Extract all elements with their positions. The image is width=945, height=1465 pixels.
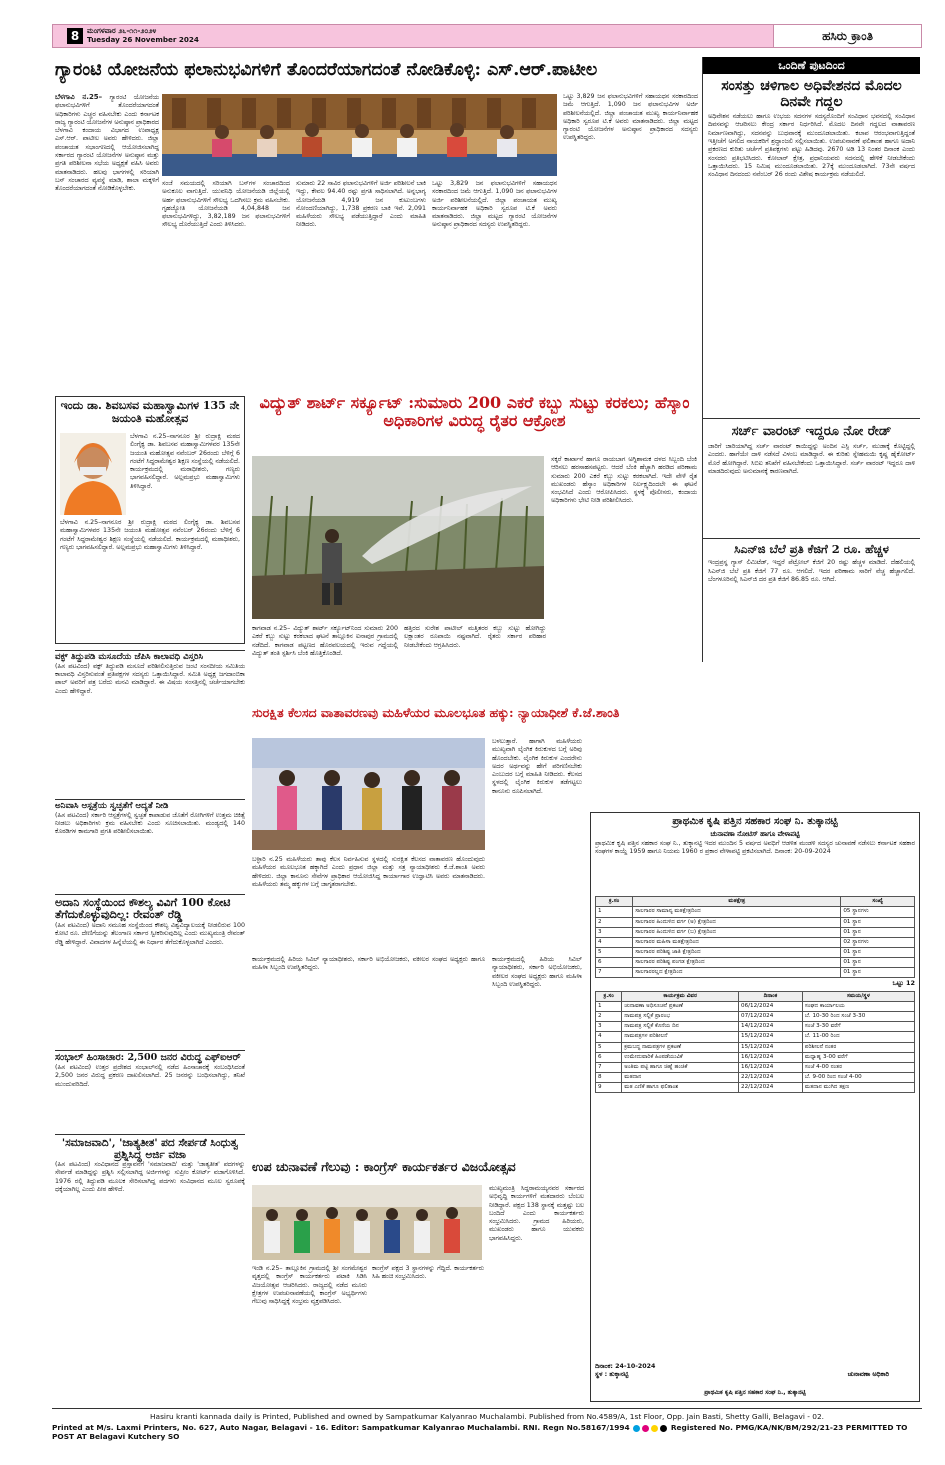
imprint-line3: Registered No. PMG/KA/NK/BM/292/21-23 PERMITTED TO POST AT Belagavi Kutchery SO xyxy=(52,1423,908,1442)
schedule-row xyxy=(596,1022,915,1032)
anniversary-box xyxy=(55,396,245,644)
left-story-3-body: (ಹಿಸ ಪಟವಿಂದ) ಅದಾನಿ ಸಮೂಹ ಸಂಸ್ಥೆಯಿಂದ ಕೌಶಲ್ಯ ವಿಶ್ವವಿದ್ಯಾಲಯಕ್ಕೆ ನೀಡಲಿರುವ 100 ಕೋಟಿ ರೂ. ದೇಣಿಗೆಯನ್ನು ತೆಲಂಗಾಣ ಸರ್ಕಾರ ಸ್ವೀಕರಿಸುವುದಿಲ್ಲ ಎಂದು ಮುಖ್ಯಮಂತ್ರಿ ರೇವಂತ್ ರೆಡ್ಡಿ ಹೇಳಿದ್ದಾರೆ. ವಿವಾದಗಳ ಹಿನ್ನೆಲೆಯಲ್ಲಿ ಈ ನಿರ್ಧಾರ ತೆಗೆದುಕೊಳ್ಳಲಾಗಿದೆ ಎಂದರು. xyxy=(55,922,245,946)
left-story-2-headline: ಅನಿವಾಸಿ ಆಸ್ಪತ್ರೆಯ ಸ್ವಚ್ಛತೆಗೆ ಆದ್ಯತೆ ನೀಡಿ xyxy=(55,800,169,811)
lead-body-text-3: ಸುಮಾರು 22 ಸಾವಿರ ಫಲಾನುಭವಿಗಳಿಗೆ ಅರ್ಜಿ ಪರಿಶೀಲನೆ ಬಾಕಿ ಇದ್ದು, ಕೇವಲ 94.40 ರಷ್ಟು ಪ್ರಗತಿ ಸಾಧಿಸಲಾಗಿದೆ. ಅನ್ನಭಾಗ್ಯ ಯೋಜನೆಯಡಿ 4,919 ಜನ ಕುಟುಂಬಗಳು ನೋಂದಣಿಯಾಗಿದ್ದು, 1,738 ಪ್ರಕರಣ ಬಾಕಿ ಇವೆ. 2,091 ಮಹಿಳೆಯರು ಸೌಲಭ್ಯ ಪಡೆಯುತ್ತಿದ್ದಾರೆ ಎಂದು ಮಾಹಿತಿ ನೀಡಿದರು. xyxy=(296,180,426,229)
schedule-row-cell: 06/12/2024 xyxy=(739,1001,803,1011)
seats-row xyxy=(596,958,915,968)
schedule-row-cell: 5 xyxy=(596,1042,622,1052)
seats-row-cell: ಸಾಲಗಾರರ ಹಿಂದುಳಿದ ವರ್ಗ (ಅ) ಕ್ಷೇತ್ರದಿಂದ xyxy=(633,917,841,927)
schedule-row xyxy=(596,1042,915,1052)
schedule-row-cell: ಮತದಾನ xyxy=(622,1073,739,1083)
schedule-row-cell: 8 xyxy=(596,1073,622,1083)
seats-row-cell: 2 xyxy=(596,917,633,927)
schedule-row-cell: ಮತ ಎಣಿಕೆ ಹಾಗೂ ಫಲಿತಾಂಶ xyxy=(622,1083,739,1093)
schedule-col-time: ಸಮಯ/ಸ್ಥಳ xyxy=(802,991,914,1001)
seats-row-cell: 01 ಸ್ಥಾನ xyxy=(841,917,915,927)
lead-body-col4 xyxy=(432,180,557,388)
seats-row-cell: 01 ಸ್ಥಾನ xyxy=(841,968,915,978)
seats-row xyxy=(596,937,915,947)
seats-row-cell: 02 ಸ್ಥಾನಗಳು xyxy=(841,937,915,947)
anniversary-headline: ಇಂದು ಡಾ. ಶಿವಬಸವ ಮಹಾಸ್ವಾಮಿಗಳ 135 ನೇ ಜಯಂತಿ ಮಹೋತ್ಸವ xyxy=(60,399,240,425)
safe-headline: ಸುರಕ್ಷಿತ ಕೆಲಸದ ವಾತಾವರಣವು ಮಹಿಳೆಯರ ಮೂಲಭೂತ ಹಕ್ಕು: ನ್ಯಾಯಾಧೀಶೆ ಕೆ.ಜೆ.ಶಾಂತಿ xyxy=(252,706,620,720)
schedule-row-cell: 22/12/2024 xyxy=(739,1073,803,1083)
notice-title: ಪ್ರಾಥಮಿಕ ಕೃಷಿ ಪತ್ತಿನ ಸಹಕಾರ ಸಂಘ ನಿ. ತುಕ್ಕಾನಟ್ಟಿ xyxy=(672,816,838,827)
masthead xyxy=(52,24,922,48)
seats-row xyxy=(596,927,915,937)
schedule-row-cell: ನಾಮಪತ್ರ ಸಲ್ಲಿಕೆ ಕೊನೆಯ ದಿನ xyxy=(622,1022,739,1032)
seats-row xyxy=(596,947,915,957)
notice-intro: ಪ್ರಾಥಮಿಕ ಕೃಷಿ ಪತ್ತಿನ ಸಹಕಾರ ಸಂಘ ನಿ., ತುಕ್ಕಾನಟ್ಟಿ ಇದರ ಮುಂದಿನ 5 ವರ್ಷದ ಅವಧಿಗೆ ಆಡಳಿತ ಮಂಡಳಿ ಸದಸ್ಯರ ಚುನಾವಣೆ ನಡೆಸಲು ಕರ್ನಾಟಕ ಸಹಕಾರ ಸಂಘಗಳ ಕಾಯ್ದೆ 1959 ಹಾಗೂ ನಿಯಮ 1960 ರ ಪ್ರಕಾರ ವೇಳಾಪಟ್ಟಿ ಪ್ರಕಟಿಸಲಾಗಿದೆ. ದಿನಾಂಕ: 20-09-2024 xyxy=(595,840,915,856)
schedule-row-cell: 14/12/2024 xyxy=(739,1022,803,1032)
seats-row-cell: ಸಾಲಗಾರರ ಸಾಮಾನ್ಯ ಮತಕ್ಷೇತ್ರದಿಂದ xyxy=(633,907,841,917)
safe-body-extra: ಕಾರ್ಯಕ್ರಮದಲ್ಲಿ ಹಿರಿಯ ಸಿವಿಲ್ ನ್ಯಾಯಾಧೀಶರು, ಸರ್ಕಾರಿ ಅಭಿಯೋಜಕರು, ವಕೀಲರ ಸಂಘದ ಅಧ್ಯಕ್ಷರು ಹಾಗೂ ಮಹಿಳಾ ಸಿಬ್ಬಂದಿ ಉಪಸ್ಥಿತರಿದ್ದರು. xyxy=(492,956,582,988)
sidebar-story2-headline: ಸರ್ಚ್ ವಾರಂಟ್ ಇದ್ದರೂ ನೋ ರೇಡ್ xyxy=(703,418,920,443)
schedule-row-cell: 6 xyxy=(596,1052,622,1062)
sidebar-story3-headline: ಸಿಎನ್‌ಜಿ ಬೆಲೆ ಪ್ರತಿ ಕೆಜಿಗೆ 2 ರೂ. ಹೆಚ್ಚಳ xyxy=(703,538,920,559)
schedule-row xyxy=(596,1012,915,1022)
seats-row xyxy=(596,917,915,927)
left-story-5 xyxy=(55,1134,245,1291)
schedule-row-cell: ಮಧ್ಯಾಹ್ನ 3-00 ವರೆಗೆ xyxy=(802,1052,914,1062)
safe-headline-block xyxy=(252,706,697,728)
lead-body-text-1: ಗ್ಯಾರಂಟಿ ಯೋಜನೆಯ ಫಲಾನುಭವಿಗಳಿಗೆ ತೊಂದರೆಯಾಗದಂತೆ ಅಧಿಕಾರಿಗಳು ಎಚ್ಚರ ವಹಿಸಬೇಕು ಎಂದು ಕರ್ನಾಟಕ ರಾಜ್ಯ ಗ್ಯಾರಂಟಿ ಯೋಜನೆಗಳ ಅನುಷ್ಠಾನ ಪ್ರಾಧಿಕಾರದ ಬೆಳಗಾವಿ ಕಂದಾಯ ವಿಭಾಗದ ಉಪಾಧ್ಯಕ್ಷ ಎಸ್.ಆರ್. ಪಾಟೀಲ ಅವರು ಹೇಳಿದರು. ಜಿಲ್ಲಾ ಪಂಚಾಯತ ಸಭಾಂಗಣದಲ್ಲಿ ಆಯೋಜಿಸಲಾಗಿದ್ದ ಸರ್ಕಾರದ ಗ್ಯಾರಂಟಿ ಯೋಜನೆಗಳ ಅನುಷ್ಠಾನ ಮತ್ತು ಪ್ರಗತಿ ಪರಿಶೀಲನಾ ಸಭೆಯ ಅಧ್ಯಕ್ಷತೆ ವಹಿಸಿ ಅವರು ಮಾತನಾಡಿದರು. ಹಲವು ಭಾಗಗಳಲ್ಲಿ ಸರಿಯಾಗಿ ಬಸ್ ಸಂಚಾರದ ವ್ಯವಸ್ಥೆ ಮಾಡಿ, ಶಾಲಾ ಮಕ್ಕಳಿಗೆ ತೊಂದರೆಯಾಗದಂತೆ ನೋಡಿಕೊಳ್ಳಬೇಕು. xyxy=(55,94,159,193)
schedule-row-cell: 15/12/2024 xyxy=(739,1032,803,1042)
seats-row-cell: 01 ಸ್ಥಾನ xyxy=(841,947,915,957)
left-story-5-headline: 'ಸಮಾಜವಾದಿ', 'ಜಾತ್ಯತೀತ' ಪದ ಸೇರ್ಪಡೆ ಸಿಂಧುತ್ವ ಪ್ರಶ್ನಿಸಿದ್ದ ಅರ್ಜಿ ವಜಾ xyxy=(61,1136,239,1162)
schedule-row xyxy=(596,1062,915,1072)
schedule-row xyxy=(596,1032,915,1042)
seats-row-cell: 1 xyxy=(596,907,633,917)
seats-col-number: ಕ್ರ.ಸಂ xyxy=(596,897,633,907)
sidebar-story3-body: ಇಂದ್ರಪ್ರಸ್ಥ ಗ್ಯಾಸ್ ಲಿಮಿಟೆಡ್, ಇದ್ದರೆ ಪೆಟ್ರೋಲ್ ಕೆಜಿಗೆ 20 ರಷ್ಟು ಹೆಚ್ಚಳ ಮಾಡಿದೆ. ದೆಹಲಿಯಲ್ಲಿ ಸಿಎನ್‌ಜಿ ಬೆಲೆ ಪ್ರತಿ ಕೆಜಿಗೆ 77 ರೂ. ಆಗಲಿದೆ. ಇದರ ಪರಿಣಾಮ ಸಾರಿಗೆ ವೆಚ್ಚ ಹೆಚ್ಚಾಗಲಿದೆ. ಬೆಂಗಳೂರಿನಲ್ಲಿ ಸಿಎನ್‌ಜಿ ದರ ಪ್ರತಿ ಕೆಜಿಗೆ 86.85 ರೂ. ಆಗಿದೆ. xyxy=(708,559,915,583)
safe-photo xyxy=(252,738,485,850)
schedule-col-event: ಕಾರ್ಯಕ್ರಮ ವಿವರ xyxy=(622,991,739,1001)
seats-col-count: ಸಂಖ್ಯೆ xyxy=(841,897,915,907)
schedule-row-cell: ಬೆ. 9-00 ರಿಂದ ಸಂಜೆ 4-00 xyxy=(802,1073,914,1083)
seats-row-cell: ಸಾಲಗಾರರ ಮಹಿಳಾ ಮತಕ್ಷೇತ್ರದಿಂದ xyxy=(633,937,841,947)
seats-row-cell: 01 ಸ್ಥಾನ xyxy=(841,927,915,937)
schedule-row xyxy=(596,1052,915,1062)
left-story-1 xyxy=(55,650,245,799)
election-notice xyxy=(590,812,920,1402)
lead-body-text-5: ಒಟ್ಟು 3,829 ಜನ ಫಲಾನುಭವಿಗಳಿಗೆ ಸಹಾಯಧನ ಸರಕಾರದಿಂದ ಜಮೆ ಆಗುತ್ತಿದೆ. 1,090 ಜನ ಫಲಾನುಭವಿಗಳ ಅರ್ಜಿ ಪರಿಶೀಲನೆಯಲ್ಲಿದೆ. ಜಿಲ್ಲಾ ಪಂಚಾಯತ ಮುಖ್ಯ ಕಾರ್ಯನಿರ್ವಾಹಕ ಅಧಿಕಾರಿ ಸ್ವರೂಪ ಟಿ.ಕೆ ಅವರು ಮಾತನಾಡಿದರು. ಜಿಲ್ಲಾ ಮಟ್ಟದ ಗ್ಯಾರಂಟಿ ಯೋಜನೆಗಳ ಅನುಷ್ಠಾನ ಪ್ರಾಧಿಕಾರದ ಸದಸ್ಯರು ಉಪಸ್ಥಿತರಿದ್ದರು. xyxy=(563,93,698,142)
schedule-row-cell: ಕ್ರಮಬದ್ಧ ನಾಮಪತ್ರಗಳ ಪ್ರಕಟಣೆ xyxy=(622,1042,739,1052)
schedule-row-cell: 16/12/2024 xyxy=(739,1052,803,1062)
congress-headline: ಉಪ ಚುನಾವಣೆ ಗೆಲುವು : ಕಾಂಗ್ರೆಸ್ ಕಾರ್ಯಕರ್ತರ ವಿಜಯೋತ್ಸವ xyxy=(252,1160,516,1174)
left-stories xyxy=(55,650,245,1400)
page-number: 8 xyxy=(67,28,83,44)
seats-row-cell: 5 xyxy=(596,947,633,957)
left-story-4-body: (ಹಿಸ ಪಟವಿಂದ) ಉತ್ತರ ಪ್ರದೇಶದ ಸಂಭಾಲ್‌ನಲ್ಲಿ ನಡೆದ ಹಿಂಸಾಚಾರಕ್ಕೆ ಸಂಬಂಧಿಸಿದಂತೆ 2,500 ಜನರ ವಿರುದ್ಧ ಪ್ರಕರಣ ದಾಖಲಿಸಲಾಗಿದೆ. 25 ಜನರನ್ನು ಬಂಧಿಸಲಾಗಿದ್ದು, ತನಿಖೆ ಮುಂದುವರಿದಿದೆ. xyxy=(55,1063,245,1088)
lead-body-col1 xyxy=(55,93,159,388)
schedule-row-cell: 7 xyxy=(596,1062,622,1072)
schedule-row-cell: ಸಂಘದ ಕಾರ್ಯಾಲಯ xyxy=(802,1001,914,1011)
imprint-line1: Hasiru kranti kannada daily is Printed, Published and owned by Sampatkumar Kalyanrao Muchalambi. Published from No.4589/A, 1st Floor, Opp. Jain Basti, Shetty Galli, Belagavi - 02. xyxy=(52,1408,922,1421)
sidebar xyxy=(702,57,920,662)
schedule-row-cell: 15/12/2024 xyxy=(739,1042,803,1052)
fire-body-mid: ಹತ್ತಿರದ ಸುರೇಶ ಪಾಟೀಲ್ ಮತ್ತಿತರರ ಕಬ್ಬು ಸುಟ್ಟು ಹೋಗಿದ್ದು ಲಕ್ಷಾಂತರ ರೂಪಾಯಿ ನಷ್ಟವಾಗಿದೆ. ರೈತರು ಸರ್ಕಾರ ಪರಿಹಾರ ನೀಡಬೇಕೆಂದು ಆಗ್ರಹಿಸಿದರು. xyxy=(404,625,546,649)
brand-name: ಹಸಿರು ಕ್ರಾಂತಿ xyxy=(773,25,921,47)
sidebar-story1-body: ಅಧಿವೇಶನ ನಡೆಯಲು ಹಾಗೂ ಉಭಯ ಸದನಗಳ ಸದಸ್ಯರೊಂದಿಗೆ ಸಂವಿಧಾನ ಭವನದಲ್ಲಿ ಸಂವಿಧಾನ ದಿವಸವನ್ನು ಆಚರಿಸಲು ಕೇಂದ್ರ ಸರ್ಕಾರ ನಿರ್ಧರಿಸಿದೆ. ಮೊದಲ ದಿನವೇ ಗದ್ದಲದ ವಾತಾವರಣ ನಿರ್ಮಾಣವಾಗಿದ್ದು, ಸದನವನ್ನು ಬುಧವಾರಕ್ಕೆ ಮುಂದೂಡಲಾಯಿತು. ಕಲಾಪ ಆರಂಭವಾಗುತ್ತಿದ್ದಂತೆ ಇತ್ತೀಚೆಗೆ ಅಗಲಿದ ನಾಯಕರಿಗೆ ಶ್ರದ್ಧಾಂಜಲಿ ಸಲ್ಲಿಸಲಾಯಿತು. ಉಪಚುನಾವಣೆ ಫಲಿತಾಂಶ ಹಾಗೂ ಅದಾನಿ ಪ್ರಕರಣದ ಕುರಿತು ಚರ್ಚೆಗೆ ಪ್ರತಿಪಕ್ಷಗಳು ಪಟ್ಟು ಹಿಡಿದವು. 2670 ಅಡಿ 13 ನಿಂತರ ದಿನಾಂಕ ಎಂದು ಸಂಸದರು ಪ್ರತಿಭಟಿಸಿದರು. ಕೋಲಾರ್ ಕ್ಷೇತ್ರ, ಪ್ರಧಾನಿಯವರು ಸದನದಲ್ಲಿ ಹೇಳಿಕೆ ನೀಡಬೇಕೆಂದು ಒತ್ತಾಯಿಸಿದರು. 15 ನಿಮಿಷ ಮುಂದೂಡಲಾಯಿತು. 27ಕ್ಕೆ ಮುಂದೂಡಲಾಗಿದೆ. 73ನೇ ವರ್ಷದ ಸಂವಿಧಾನ ದಿನದಂದು ನವೆಂಬರ್ 26 ರಂದು ವಿಶೇಷ ಕಾರ್ಯಕ್ರಮ ನಡೆಯಲಿದೆ. xyxy=(708,113,915,179)
schedule-row-cell: 4 xyxy=(596,1032,622,1042)
seats-row-cell: 05 ಸ್ಥಾನಗಳು xyxy=(841,907,915,917)
lead-body-text-4: ಒಟ್ಟು 3,829 ಜನ ಫಲಾನುಭವಿಗಳಿಗೆ ಸಹಾಯಧನ ಸರಕಾರದಿಂದ ಜಮೆ ಆಗುತ್ತಿದೆ. 1,090 ಜನ ಫಲಾನುಭವಿಗಳ ಅರ್ಜಿ ಪರಿಶೀಲನೆಯಲ್ಲಿದೆ. ಜಿಲ್ಲಾ ಪಂಚಾಯತ ಮುಖ್ಯ ಕಾರ್ಯನಿರ್ವಾಹಕ ಅಧಿಕಾರಿ ಸ್ವರೂಪ ಟಿ.ಕೆ ಅವರು ಮಾತನಾಡಿದರು. ಜಿಲ್ಲಾ ಮಟ್ಟದ ಗ್ಯಾರಂಟಿ ಯೋಜನೆಗಳ ಅನುಷ್ಠಾನ ಪ್ರಾಧಿಕಾರದ ಸದಸ್ಯರು ಉಪಸ್ಥಿತರಿದ್ದರು. xyxy=(432,180,557,229)
schedule-row-cell: 16/12/2024 xyxy=(739,1062,803,1072)
notice-footer-left xyxy=(595,1363,655,1379)
notice-footer-org: ಪ್ರಾಥಮಿಕ ಕೃಷಿ ಪತ್ತಿನ ಸಹಕಾರ ಸಂಘ ನಿ., ತುಕ್ಕಾನಟ್ಟಿ xyxy=(704,1389,806,1397)
congress-headline-block xyxy=(252,1160,587,1180)
safe-body-right: ಬಳಲುತ್ತಾರೆ. ಹಾಗಾಗಿ ಮಹಿಳೆಯರು ಮುಖ್ಯವಾಗಿ ಲೈಂಗಿಕ ಕಿರುಕುಳದ ಬಗ್ಗೆ ಅರಿವು ಹೊಂದಬೇಕು. ಲೈಂಗಿಕ ಕಿರುಕುಳ ಎಂದರೇನು ಅದರ ಅರ್ಥವನ್ನು ಹೇಗೆ ಪರಿಗಣಿಸಬೇಕು ಎಂಬುದರ ಬಗ್ಗೆ ಮಾಹಿತಿ ನೀಡಿದರು. ಕೆಲಸದ ಸ್ಥಳದಲ್ಲಿ ಲೈಂಗಿಕ ಕಿರುಕುಳ ತಡೆಗಟ್ಟಲು ಕಾನೂನು ರೂಪಿಸಲಾಗಿದೆ. xyxy=(492,738,582,795)
left-story-3 xyxy=(55,894,245,1050)
schedule-col-date: ದಿನಾಂಕ xyxy=(739,991,803,1001)
notice-footer-date: ದಿನಾಂಕ: 24-10-2024 xyxy=(595,1362,656,1370)
congress-body-mid: ಕಾಂಗ್ರೆಸ್ ಪಕ್ಷದ 3 ಸ್ಥಾನಗಳನ್ನು ಗೆದ್ದಿದೆ. ಕಾರ್ಯಕರ್ತರು ಸಿಹಿ ಹಂಚಿ ಸಂಭ್ರಮಿಸಿದರು. xyxy=(372,1265,484,1281)
schedule-row-cell: ಉಮೇದುವಾರಿಕೆ ಹಿಂಪಡೆಯುವಿಕೆ xyxy=(622,1052,739,1062)
seats-row-cell: 7 xyxy=(596,968,633,978)
lead-body-col2 xyxy=(162,180,290,388)
seats-row-cell: ಸಾಲಗಾರರಲ್ಲದ ಕ್ಷೇತ್ರದಿಂದ xyxy=(633,968,841,978)
schedule-row-cell: ಅಂತಿಮ ಪಟ್ಟಿ ಹಾಗೂ ಚಿಹ್ನೆ ಹಂಚಿಕೆ xyxy=(622,1062,739,1072)
notice-footer-place: ಸ್ಥಳ : ತುಕ್ಕಾನಟ್ಟಿ xyxy=(595,1370,629,1378)
schedule-row xyxy=(596,1083,915,1093)
schedule-row xyxy=(596,1073,915,1083)
congress-photo xyxy=(252,1185,482,1260)
left-story-4-headline: ಸಂಭಾಲ್ ಹಿಂಸಾಚಾರ: 2,500 ಜನರ ವಿರುದ್ಧ ಎಫ್‌ಐಆರ್ xyxy=(55,1052,241,1064)
schedule-row-cell: 9 xyxy=(596,1083,622,1093)
left-story-2 xyxy=(55,799,245,894)
seats-row-cell: ಸಾಲಗಾರರ ಪರಿಶಿಷ್ಟ ಪಂಗಡ ಕ್ಷೇತ್ರದಿಂದ xyxy=(633,958,841,968)
imprint-line2: Printed at M/s. Laxmi Printers, No. 627, Auto Nagar, Belagavi - 16. Editor: Sampatkumar Kalyanrao Muchalambi. RNI. Regn No.58167/1994 xyxy=(52,1423,630,1432)
anniversary-body: ಬೆಳಗಾವಿ ನ.25–ನಾಗನೂರ ಶ್ರೀ ರುದ್ರಾಕ್ಷಿ ಮಠದ ಲಿಂಗೈಕ್ಯ ಡಾ. ಶಿವಬಸವ ಮಹಾಸ್ವಾಮಿಗಳವರ 135ನೇ ಜಯಂತಿ ಮಹೋತ್ಸವ ನವೆಂಬರ್ 26ರಂದು ಬೆಳಿಗ್ಗೆ 6 ಗಂಟೆಗೆ ಸಿದ್ಧರಾಮೇಶ್ವರ ಶಿಕ್ಷಣ ಸಂಸ್ಥೆಯಲ್ಲಿ ನಡೆಯಲಿದೆ. ಕಾರ್ಯಕ್ರಮದಲ್ಲಿ ಮಠಾಧೀಶರು, ಗಣ್ಯರು ಭಾಗವಹಿಸಲಿದ್ದಾರೆ. ಅಲ್ಲಮಪ್ರಭು ಮಹಾಸ್ವಾಮಿಗಳು ತಿಳಿಸಿದ್ದಾರೆ. xyxy=(60,519,240,551)
left-story-1-headline: ವಕ್ಫ್ ತಿದ್ದುಪಡಿ ಮಸೂದೆಯ ಜೆಪಿಸಿ ಕಾಲಾವಧಿ ವಿಸ್ತರಿಸಿ xyxy=(55,652,204,662)
fire-body-left: ಕಾಗವಾಡ ನ.25– ವಿದ್ಯುತ್ ಶಾರ್ಟ್ ಸರ್ಕ್ಯೂಟ್‌ನಿಂದ ಸುಮಾರು 200 ಎಕರೆ ಕಬ್ಬು ಸುಟ್ಟು ಕರಕಲಾದ ಘಟನೆ ತಾಲ್ಲೂಕಿನ ಐನಾಪುರ ಗ್ರಾಮದಲ್ಲಿ ನಡೆದಿದೆ. ಕಾಗವಾಡ ಪಟ್ಟಣದ ಹೊರವಲಯದಲ್ಲಿ ಇರುವ ಗದ್ದೆಯಲ್ಲಿ ವಿದ್ಯುತ್ ತಂತಿ ಸ್ಪರ್ಶಿಸಿ ಬೆಂಕಿ ಹೊತ್ತಿಕೊಂಡಿದೆ. xyxy=(252,625,398,657)
notice-schedule-table xyxy=(595,991,915,1094)
congress-body-right: ಮುಖ್ಯಮಂತ್ರಿ ಸಿದ್ದರಾಮಯ್ಯನವರ ಸರ್ಕಾರದ ಅಭಿವೃದ್ಧಿ ಕಾರ್ಯಗಳಿಗೆ ಮತದಾರರು ಬೆಂಬಲ ನೀಡಿದ್ದಾರೆ. ಪಕ್ಷದ 138 ಸ್ಥಾನಕ್ಕೆ ಮತ್ತಷ್ಟು ಬಲ ಬಂದಿದೆ ಎಂದು ಕಾರ್ಯಕರ್ತರು ಸಂಭ್ರಮಿಸಿದರು. ಗ್ರಾಮದ ಹಿರಿಯರು, ಮುಖಂಡರು ಹಾಗೂ ಯುವಕರು ಭಾಗವಹಿಸಿದ್ದರು. xyxy=(489,1185,584,1242)
schedule-row-cell: 2 xyxy=(596,1012,622,1022)
schedule-row-cell: ಸಂಜೆ 3-30 ವರೆಗೆ xyxy=(802,1022,914,1032)
schedule-row-cell: ನಾಮಪತ್ರಗಳ ಪರಿಶೀಲನೆ xyxy=(622,1032,739,1042)
safe-body-left: ಬಳ್ಳಾರಿ ನ.25 ಮಹಿಳೆಯರು ತಾವು ಕೆಲಸ ನಿರ್ವಹಿಸುವ ಸ್ಥಳದಲ್ಲಿ ಸುರಕ್ಷಿತ ಕೆಲಸದ ವಾತಾವರಣ ಹೊಂದುವುದು ಮಹಿಳೆಯರ ಮೂಲಭೂತ ಹಕ್ಕಾಗಿದೆ ಎಂದು ಪ್ರಧಾನ ಜಿಲ್ಲಾ ಮತ್ತು ಸತ್ರ ನ್ಯಾಯಾಧೀಶರು ಕೆ.ಜೆ.ಶಾಂತಿ ಅವರು ಹೇಳಿದರು. ಜಿಲ್ಲಾ ಕಾನೂನು ಸೇವೆಗಳ ಪ್ರಾಧಿಕಾರ ಆಯೋಜಿಸಿದ್ದ ಕಾರ್ಯಾಗಾರ ಉದ್ಘಾಟಿಸಿ ಅವರು ಮಾತನಾಡಿದರು. ಮಹಿಳೆಯರು ತಮ್ಮ ಹಕ್ಕುಗಳ ಬಗ್ಗೆ ಜಾಗೃತರಾಗಬೇಕು. xyxy=(252,856,485,888)
left-story-3-headline: ಅದಾನಿ ಸಂಸ್ಥೆಯಿಂದ ಕೌಶಲ್ಯ ವಿವಿಗೆ 100 ಕೋಟಿ ತೆಗೆದುಕೊಳ್ಳುವುದಿಲ್ಲ: ರೇವಂತ್ ರೆಡ್ಡಿ xyxy=(55,895,231,922)
schedule-col-number: ಕ್ರ.ಸಂ xyxy=(596,991,622,1001)
seats-row-cell: 6 xyxy=(596,958,633,968)
lead-photo xyxy=(162,94,557,176)
notice-subtitle: ಚುನಾವಣಾ ನೋಟಿಸ್ ಹಾಗೂ ವೇಳಾಪಟ್ಟಿ xyxy=(710,829,800,838)
seats-row xyxy=(596,968,915,978)
lead-body-col3 xyxy=(296,180,426,388)
schedule-row-cell: 3 xyxy=(596,1022,622,1032)
sidebar-bar: ಒಂದಿಣೆ ಪುಟದಿಂದ xyxy=(703,57,920,74)
safe-body-mid: ಕಾರ್ಯಕ್ರಮದಲ್ಲಿ ಹಿರಿಯ ಸಿವಿಲ್ ನ್ಯಾಯಾಧೀಶರು, ಸರ್ಕಾರಿ ಅಭಿಯೋಜಕರು, ವಕೀಲರ ಸಂಘದ ಅಧ್ಯಕ್ಷರು ಹಾಗೂ ಮಹಿಳಾ ಸಿಬ್ಬಂದಿ ಉಪಸ್ಥಿತರಿದ್ದರು. xyxy=(252,956,485,972)
seats-row-cell: ಸಾಲಗಾರರ ಹಿಂದುಳಿದ ವರ್ಗ (ಬ) ಕ್ಷೇತ್ರದಿಂದ xyxy=(633,927,841,937)
schedule-row-cell: 1 xyxy=(596,1001,622,1011)
notice-seats-table xyxy=(595,896,915,978)
seats-row-cell: 3 xyxy=(596,927,633,937)
left-story-2-body: (ಹಿಸ ಪಟವಿಂದ) ಸರ್ಕಾರಿ ಆಸ್ಪತ್ರೆಗಳಲ್ಲಿ ಸ್ವಚ್ಛತೆ ಕಾಪಾಡುವ ಜೊತೆಗೆ ರೋಗಿಗಳಿಗೆ ಉತ್ತಮ ಚಿಕಿತ್ಸೆ ನೀಡಲು ಅಧಿಕಾರಿಗಳು ಕ್ರಮ ವಹಿಸಬೇಕು ಎಂದು ಸೂಚಿಸಲಾಯಿತು. ಮಂಡ್ಯದಲ್ಲಿ 140 ಕೊಠಡಿಗಳ ಕಾಮಗಾರಿ ಪ್ರಗತಿ ಪರಿಶೀಲಿಸಲಾಯಿತು. xyxy=(55,811,245,836)
swamiji-photo xyxy=(60,433,126,515)
schedule-row-cell: ಬೆ. 10-30 ರಿಂದ ಸಂಜೆ 3-30 xyxy=(802,1012,914,1022)
fire-photo xyxy=(252,456,544,619)
schedule-row-cell: ಪರಿಶೀಲನೆ ನಂತರ xyxy=(802,1042,914,1052)
lead-headline-block xyxy=(55,60,695,86)
notice-signature: ಚುನಾವಣಾ ಅಧಿಕಾರಿ xyxy=(847,1370,889,1378)
seats-row-cell: 4 xyxy=(596,937,633,947)
schedule-row-cell: ನಾಮಪತ್ರ ಸಲ್ಲಿಕೆ ಪ್ರಾರಂಭ xyxy=(622,1012,739,1022)
schedule-row-cell: ಸಂಜೆ 4-00 ನಂತರ xyxy=(802,1062,914,1072)
seats-row xyxy=(596,907,915,917)
schedule-row-cell: ಮತದಾನ ಮುಗಿದ ತಕ್ಷಣ xyxy=(802,1083,914,1093)
seats-col-constituency: ಮತಕ್ಷೇತ್ರ xyxy=(633,897,841,907)
imprint-line2-row xyxy=(52,1423,922,1442)
sidebar-story1-headline: ಸಂಸತ್ತು ಚಳಿಗಾಲ ಅಧಿವೇಶನದ ಮೊದಲ ದಿನವೇ ಗದ್ದಲ xyxy=(721,78,902,111)
fire-headline: ವಿದ್ಯುತ್ ಶಾರ್ಟ್ ಸರ್ಕ್ಯೂಟ್ :ಸುಮಾರು 200 ಎಕರೆ ಕಬ್ಬು ಸುಟ್ಟು ಕರಕಲು; ಹೆಸ್ಕಾಂ ಅಧಿಕಾರಿಗಳ ವಿರುದ್ಧ ರೈತರ ಆಕ್ರೋಶ xyxy=(259,394,690,431)
schedule-row-cell: 07/12/2024 xyxy=(739,1012,803,1022)
seats-row-cell: ಸಾಲಗಾರರ ಪರಿಶಿಷ್ಟ ಜಾತಿ ಕ್ಷೇತ್ರದಿಂದ xyxy=(633,947,841,957)
schedule-row-cell: ಚುನಾವಣಾ ಅಧಿಸೂಚನೆ ಪ್ರಕಟಣೆ xyxy=(622,1001,739,1011)
lead-dateline: ಬೆಳಗಾವಿ ನ.25– xyxy=(55,93,103,101)
lead-body-text-2: ಸಂಜೆ ಸಮಯದಲ್ಲಿ ಸರಿಯಾಗಿ ಬಸ್‌ಗಳ ಸಂಚಾರದಿಂದ ಅನುಕೂಲ ವಾಗುತ್ತಿದೆ. ಯುವನಿಧಿ ಯೋಜನೆಯಡಿ ಜಿಲ್ಲೆಯಲ್ಲಿ ಅರ್ಹ ಫಲಾನುಭವಿಗಳಿಗೆ ಸೌಲಭ್ಯ ಒದಗಿಸಲು ಕ್ರಮ ವಹಿಸಬೇಕು. ಗೃಹಜ್ಯೋತಿ ಯೋಜನೆಯಡಿ 4,04,848 ಜನ ಫಲಾನುಭವಿಗಳಿದ್ದು, 3,82,189 ಜನ ಫಲಾನುಭವಿಗಳಿಗೆ ಸೌಲಭ್ಯ ದೊರೆಯುತ್ತಿದೆ ಎಂದು ತಿಳಿಸಿದರು. xyxy=(162,180,290,229)
issue-date-kannada: ಮಂಗಳವಾರ ೨೬-೧೧-೨೦೨೪ xyxy=(87,26,157,35)
schedule-row xyxy=(596,1001,915,1011)
issue-date xyxy=(87,27,199,44)
notice-total: ಒಟ್ಟು 12 xyxy=(892,979,915,988)
issue-date-english: Tuesday 26 November 2024 xyxy=(87,34,199,44)
fire-headline-block xyxy=(252,394,697,448)
schedule-row-cell: ಬೆ. 11-00 ರಿಂದ xyxy=(802,1032,914,1042)
seats-row-cell: 01 ಸ್ಥಾನ xyxy=(841,958,915,968)
left-story-1-body: (ಹಿಸ ಪಟವಿಂದ) ವಕ್ಫ್ ತಿದ್ದುಪಡಿ ಮಸೂದೆ ಪರಿಶೀಲಿಸುತ್ತಿರುವ ಜಂಟಿ ಸಂಸದೀಯ ಸಮಿತಿಯ ಕಾಲಾವಧಿ ವಿಸ್ತರಿಸುವಂತೆ ಪ್ರತಿಪಕ್ಷಗಳ ಸದಸ್ಯರು ಒತ್ತಾಯಿಸಿದ್ದಾರೆ. ಸಮಿತಿ ಅಧ್ಯಕ್ಷ ಜಗದಾಂಬಿಕಾ ಪಾಲ್ ಅವರಿಗೆ ಪತ್ರ ಬರೆದು ಮನವಿ ಮಾಡಿದ್ದಾರೆ. ಈ ವಿಷಯ ಸಂಸತ್ತಿನಲ್ಲಿ ಚರ್ಚೆಯಾಗಬೇಕು ಎಂದು ಹೇಳಿದ್ದಾರೆ. xyxy=(55,662,245,695)
schedule-row-cell: 22/12/2024 xyxy=(739,1083,803,1093)
registration-marks xyxy=(632,1423,668,1432)
congress-body-left: ಇಂಡಿ ನ.25– ತಾಲ್ಲೂಕಿನ ಗ್ರಾಮದಲ್ಲಿ ಶ್ರೀ ಸಂಗಮೇಶ್ವರ ವೃತ್ತದಲ್ಲಿ ಕಾಂಗ್ರೆಸ್ ಕಾರ್ಯಕರ್ತರು ಪಟಾಕಿ ಸಿಡಿಸಿ ವಿಜಯೋತ್ಸವ ಆಚರಿಸಿದರು. ರಾಜ್ಯದಲ್ಲಿ ನಡೆದ ಮೂರು ಕ್ಷೇತ್ರಗಳ ಉಪಚುನಾವಣೆಯಲ್ಲಿ ಕಾಂಗ್ರೆಸ್ ಅಭ್ಯರ್ಥಿಗಳು ಗೆಲುವು ಸಾಧಿಸಿದ್ದಕ್ಕೆ ಸಂಭ್ರಮ ವ್ಯಕ್ತಪಡಿಸಿದರು. xyxy=(252,1265,367,1306)
left-story-4 xyxy=(55,1050,245,1134)
anniversary-body-top: ಬೆಳಗಾವಿ ನ.25–ನಾಗನೂರ ಶ್ರೀ ರುದ್ರಾಕ್ಷಿ ಮಠದ ಲಿಂಗೈಕ್ಯ ಡಾ. ಶಿವಬಸವ ಮಹಾಸ್ವಾಮಿಗಳವರ 135ನೇ ಜಯಂತಿ ಮಹೋತ್ಸವ ನವೆಂಬರ್ 26ರಂದು ಬೆಳಿಗ್ಗೆ 6 ಗಂಟೆಗೆ ಸಿದ್ಧರಾಮೇಶ್ವರ ಶಿಕ್ಷಣ ಸಂಸ್ಥೆಯಲ್ಲಿ ನಡೆಯಲಿದೆ. ಕಾರ್ಯಕ್ರಮದಲ್ಲಿ ಮಠಾಧೀಶರು, ಗಣ್ಯರು ಭಾಗವಹಿಸಲಿದ್ದಾರೆ. ಅಲ್ಲಮಪ್ರಭು ಮಹಾಸ್ವಾಮಿಗಳು ತಿಳಿಸಿದ್ದಾರೆ. xyxy=(130,433,240,490)
fire-body-right: ಸಕ್ಕರೆ ಕಾರ್ಖಾನೆ ಹಾಗೂ ರಾಯಬಾಗ ಅಗ್ನಿಶಾಮಕ ದಳದ ಸಿಬ್ಬಂದಿ ಬೆಂಕಿ ಆರಿಸಲು ಹರಸಾಹಸಪಟ್ಟರು. ಆದರೆ ಬೆಂಕಿ ಹೆಚ್ಚಾಗಿ ಹರಡಿದ ಪರಿಣಾಮ ಸುಮಾರು 200 ಎಕರೆ ಕಬ್ಬು ಸುಟ್ಟು ಕರಕಲಾಗಿದೆ. ಇದೇ ವೇಳೆ ರೈತ ಮುಖಂಡರು ಹೆಸ್ಕಾಂ ಅಧಿಕಾರಿಗಳ ನಿರ್ಲಕ್ಷ್ಯದಿಂದಲೇ ಈ ಘಟನೆ ಸಂಭವಿಸಿದೆ ಎಂದು ಆರೋಪಿಸಿದರು. ಸ್ಥಳಕ್ಕೆ ಪೊಲೀಸರು, ಕಂದಾಯ ಅಧಿಕಾರಿಗಳು ಭೇಟಿ ನೀಡಿ ಪರಿಶೀಲಿಸಿದರು. xyxy=(551,456,697,505)
lead-headline: ಗ್ಯಾರಂಟಿ ಯೋಜನೆಯ ಫಲಾನುಭವಿಗಳಿಗೆ ತೊಂದರೆಯಾಗದಂತೆ ನೋಡಿಕೊಳ್ಳಿ: ಎಸ್.ಆರ್.ಪಾಟೀಲ xyxy=(55,60,598,80)
sidebar-story2-body: ಜಾರಿಗೆ ಜಾರಿಯಾಗಿದ್ದ ಸರ್ಚ್ ವಾರಂಟ್ ಕಾಯಿದ್ದನ್ನು ಅಂದಿನ ಎಸ್ಪಿ ಸರ್ಚ್, ಮುಡಾಕ್ಕೆ ಕೊಟ್ಟಿದ್ದಲ್ಲಿ ಎಂದರು. ಹಾಗೆಯೇ ದಾಳಿ ನಡೆಸದೆ ವಿಳಂಬ ಮಾಡಿದ್ದಾರೆ. ಈ ಕುರಿತು ಸ್ನೇಹಮಯಿ ಕೃಷ್ಣ ಹೈಕೋರ್ಟ್ ಮೊರೆ ಹೋಗಿದ್ದಾರೆ. ಸಿಬಿಐ ತನಿಖೆಗೆ ವಹಿಸಬೇಕೆಂದು ಒತ್ತಾಯಿಸಿದ್ದಾರೆ. ಸರ್ಚ್ ವಾರಂಟ್ ಇದ್ದರೂ ದಾಳಿ ಮಾಡದಿರುವುದು ಅನುಮಾನಕ್ಕೆ ಕಾರಣವಾಗಿದೆ. xyxy=(708,443,915,476)
left-story-5-body: (ಹಿಸ ಪಟವಿಂದ) ಸಂವಿಧಾನದ ಪ್ರಸ್ತಾವನೆಗೆ 'ಸಮಾಜವಾದಿ' ಮತ್ತು 'ಜಾತ್ಯತೀತ' ಪದಗಳನ್ನು ಸೇರ್ಪಡೆ ಮಾಡಿದ್ದನ್ನು ಪ್ರಶ್ನಿಸಿ ಸಲ್ಲಿಸಲಾಗಿದ್ದ ಅರ್ಜಿಗಳನ್ನು ಸುಪ್ರೀಂ ಕೋರ್ಟ್ ವಜಾಗೊಳಿಸಿದೆ. 1976 ರಲ್ಲಿ ತಿದ್ದುಪಡಿ ಮೂಲಕ ಸೇರಿಸಲಾಗಿದ್ದ ಪದಗಳು ಸಂವಿಧಾನದ ಮೂಲ ಸ್ವರೂಪಕ್ಕೆ ಧಕ್ಕೆಯಾಗಿಲ್ಲ ಎಂದು ಪೀಠ ಹೇಳಿದೆ. xyxy=(55,1161,245,1193)
lead-body-col5 xyxy=(563,93,698,388)
